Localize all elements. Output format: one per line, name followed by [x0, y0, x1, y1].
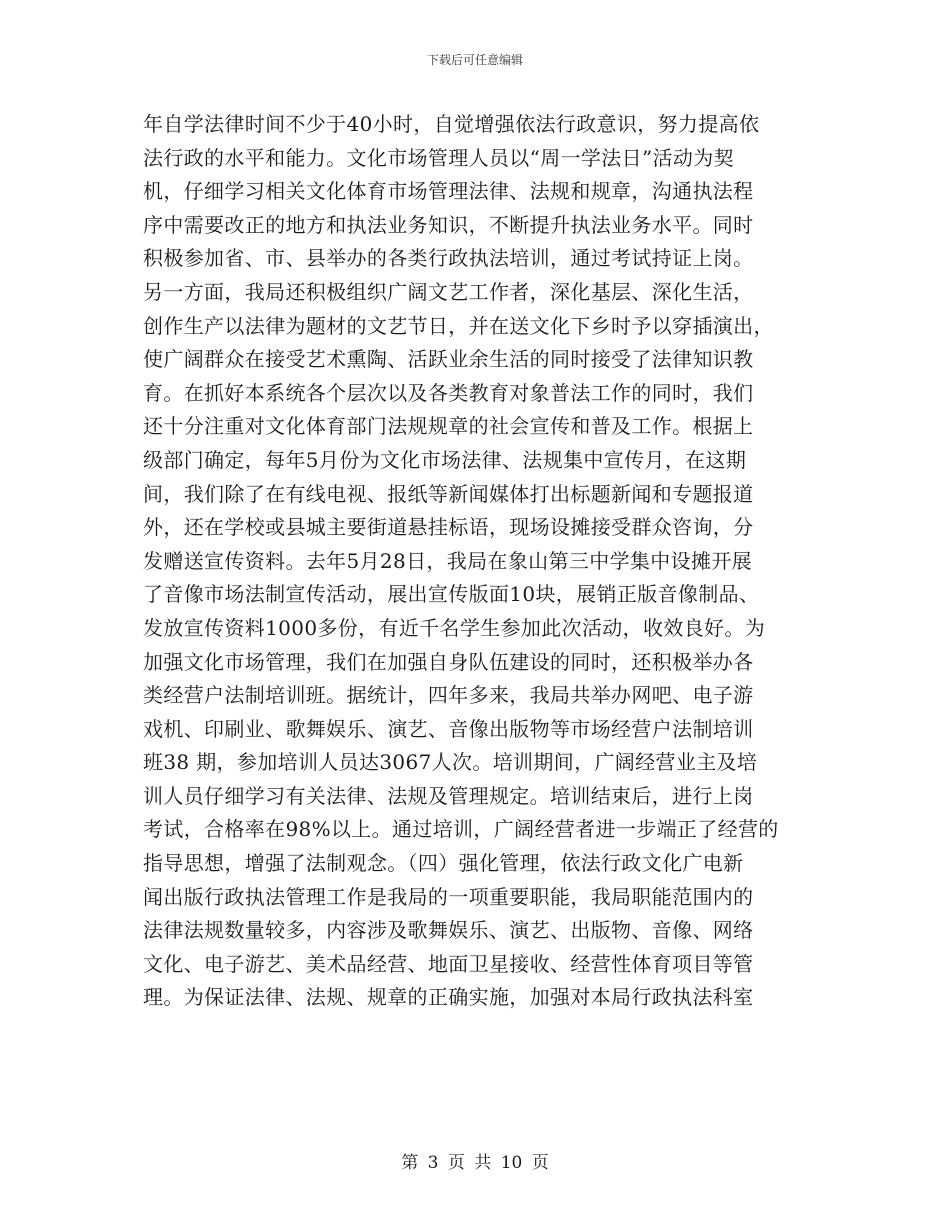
body-line: 机，仔细学习相关文化体育市场管理法律、法规和规章，沟通执法程 [143, 179, 754, 204]
body-line: 另一方面，我局还积极组织广阔文艺工作者，深化基层、深化生活， [143, 279, 754, 304]
body-line: 指导思想，增强了法制观念。（四）强化管理，依法行政文化广电新 [143, 851, 744, 876]
body-line: 年自学法律时间不少于40小时，自觉增强依法行政意识，努力提高依 [143, 112, 760, 136]
body-line: 闻出版行政执法管理工作是我局的一项重要职能，我局职能范围内的 [143, 884, 754, 909]
body-line: 级部门确定，每年5月份为文化市场法律、法规集中宣传月，在这期 [143, 447, 747, 472]
document-body [143, 108, 823, 1015]
body-line: 了音像市场法制宣传活动，展出宣传版面10块，展销正版音像制品、 [143, 582, 760, 607]
body-line: 序中需要改正的地方和执法业务知识，不断提升执法业务水平。同时 [143, 212, 754, 237]
body-line: 法行政的水平和能力。文化市场管理人员以“周一学法日”活动为契 [143, 145, 734, 170]
body-line: 戏机、印刷业、歌舞娱乐、演艺、音像出版物等市场经营户法制培训 [143, 716, 754, 741]
body-line: 发放宣传资料1000多份，有近千名学生参加此次活动，收效良好。为 [143, 615, 766, 640]
body-line: 班38 期，参加培训人员达3067人次。培训期间，广阔经营业主及培 [143, 750, 758, 775]
body-line: 训人员仔细学习有关法律、法规及管理规定。培训结束后，进行上岗 [143, 783, 754, 808]
page-footer: 第 3 页 共 10 页 [401, 1153, 549, 1173]
body-line: 理。为保证法律、法规、规章的正确实施，加强对本局行政执法科室 [143, 985, 754, 1010]
body-line: 法律法规数量较多，内容涉及歌舞娱乐、演艺、出版物、音像、网络 [143, 918, 754, 943]
body-line: 类经营户法制培训班。据统计，四年多来，我局共举办网吧、电子游 [143, 683, 754, 708]
body-line: 发赠送宣传资料。去年5月28日，我局在象山第三中学集中设摊开展 [143, 548, 753, 573]
body-line: 考试，合格率在98%以上。通过培训，广阔经营者进一步端正了经营的 [143, 817, 779, 842]
body-line: 外，还在学校或县城主要街道悬挂标语，现场设摊接受群众咨询，分 [143, 515, 754, 540]
body-line: 育。在抓好本系统各个层次以及各类教育对象普法工作的同时，我们 [143, 380, 754, 405]
body-line: 加强文化市场管理，我们在加强自身队伍建设的同时，还积极举办各 [143, 649, 754, 674]
page-header: 下载后可任意编辑 [426, 53, 523, 67]
body-line: 积极参加省、市、县举办的各类行政执法培训，通过考试持证上岗。 [143, 246, 754, 271]
body-line: 文化、电子游艺、美术品经营、地面卫星接收、经营性体育项目等管 [143, 951, 754, 976]
body-line: 还十分注重对文化体育部门法规规章的社会宣传和普及工作。根据上 [143, 414, 754, 439]
body-line: 间，我们除了在有线电视、报纸等新闻媒体打出标题新闻和专题报道 [143, 481, 754, 506]
body-line: 使广阔群众在接受艺术熏陶、活跃业余生活的同时接受了法律知识教 [143, 347, 754, 372]
body-line: 创作生产以法律为题材的文艺节日，并在送文化下乡时予以穿插演出， [143, 313, 774, 338]
